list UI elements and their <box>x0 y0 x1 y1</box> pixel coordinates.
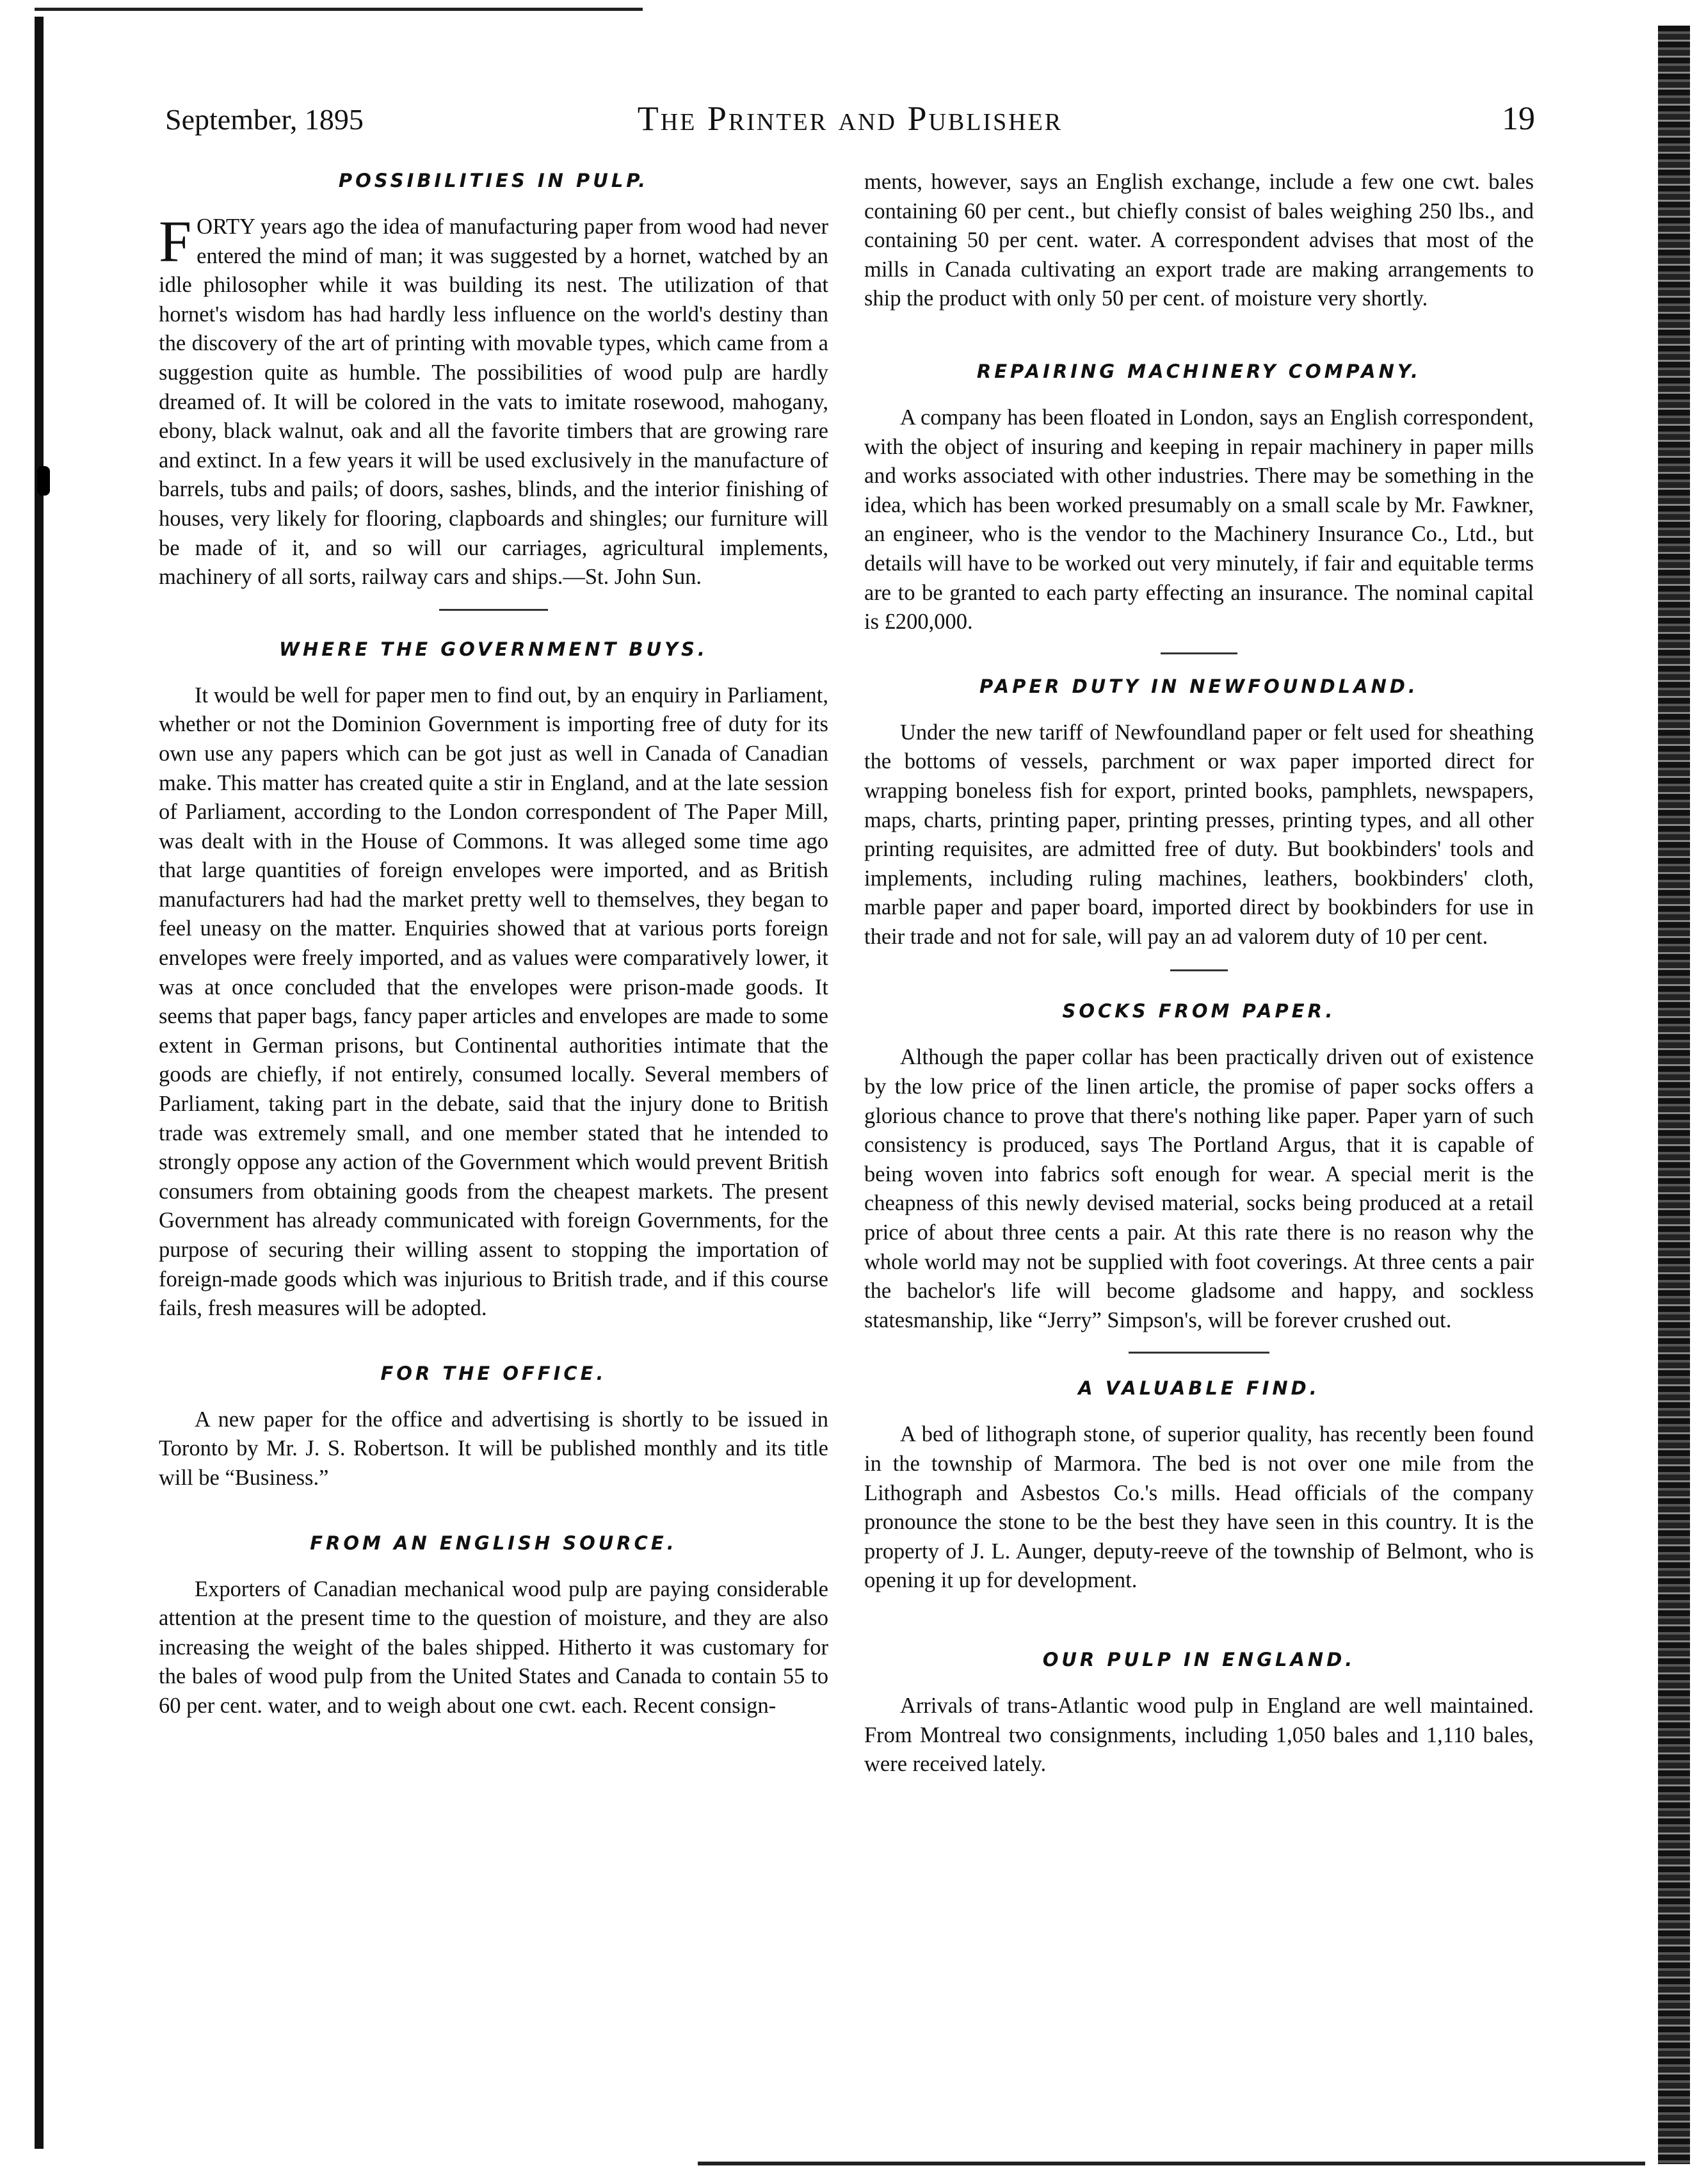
article-paper-duty-in-newfoundland <box>864 674 1534 952</box>
article-body: Arrivals of trans-Atlantic wood pulp in England are well maintained. From Montreal two consignments, including 1,050 bales and 1,110 bales, were received lately. <box>864 1693 1534 1777</box>
section-gap <box>864 1596 1534 1647</box>
article-continuation: ments, however, says an English exchange, include a few one cwt. bales containing 60 per cent., but chiefly consist of bales weighing 250 lbs., and containing 50 per cent. water. A correspondent advises that most of the mills in Canada cultivating an export trade are making arrangements to ship the product with only 50 per cent. of moisture very shortly. <box>864 170 1534 311</box>
right-column <box>864 168 1534 1779</box>
scan-edge-bottom <box>698 2162 1645 2165</box>
article-heading: PAPER DUTY IN NEWFOUNDLAND. <box>979 675 1419 697</box>
publication-title: The Printer and Publisher <box>637 99 1063 138</box>
section-divider <box>1129 1352 1269 1354</box>
article-heading: FOR THE OFFICE. <box>380 1362 607 1384</box>
article-heading: OUR PULP IN ENGLAND. <box>1042 1648 1356 1670</box>
article-for-the-office <box>159 1361 828 1493</box>
section-divider <box>439 609 548 611</box>
article-heading: REPAIRING MACHINERY COMPANY. <box>976 360 1422 382</box>
page-number: 19 <box>1502 101 1535 137</box>
article-from-an-english-source <box>159 1530 828 1721</box>
article-body: A bed of lithograph stone, of superior quality, has recently been found in the township of Marmora. The bed is not over one mile from the Lithograph and Asbestos Co.'s mills. Head officials of the company pronounce the stone to be the best they have seen in this country. It is the property of J. L. Aunger, deputy-reeve of the township of Belmont, who is opening it up for development. <box>864 1422 1534 1593</box>
section-gap <box>159 1323 828 1361</box>
scan-edge-top <box>35 8 643 11</box>
section-divider <box>1161 652 1237 654</box>
article-repairing-machinery-company <box>864 359 1534 637</box>
article-where-the-government-buys <box>159 636 828 1323</box>
article-heading: WHERE THE GOVERNMENT BUYS. <box>279 638 708 660</box>
issue-date: September, 1895 <box>165 103 364 136</box>
article-a-valuable-find <box>864 1375 1534 1596</box>
article-heading: SOCKS FROM PAPER. <box>1062 1000 1336 1023</box>
article-body: Although the paper collar has been practically driven out of existence by the low price of the linen article, the promise of paper socks offers a glorious chance to prove that there's nothing like paper. Paper yarn of such consistency is produced, says The Portland Argus, that it is capable of being woven into fabrics soft enough for wear. A special merit is the cheapness of this newly devised material, socks being produced at a retail price of about three cents a pair. At this rate there is no reason why the whole world may not be supplied with foot coverings. At three cents a pair the bachelor's life will become gladsome and happy, and sockless statesmanship, like “Jerry” Simpson's, will be forever crushed out. <box>864 1045 1534 1332</box>
section-gap <box>864 314 1534 359</box>
article-heading: POSSIBILITIES IN PULP. <box>338 170 649 191</box>
left-column <box>159 168 828 1721</box>
article-body: It would be well for paper men to find out, by an enquiry in Parliament, whether or not the Dominion Government is importing free of duty for its own use any papers which can be got just as well in Canada of Canadian make. This matter has created quite a stir in England, and at the late session of Parliament, according to the London correspondent of The Paper Mill, was dealt with in the House of Commons. It was alleged some time ago that large quantities of foreign envelopes were imported, and as British manufacturers had had the market pretty well to themselves, they began to feel uneasy on the matter. Enquiries showed that at various ports foreign envelopes were freely imported, and as values were comparatively lower, it was at once concluded that the envelopes were prison-made goods. It seems that paper bags, fancy paper articles and envelopes are made to some extent in German prisons, but Continental authorities intimate that the goods are chiefly, if not entirely, consumed locally. Several members of Parliament, taking part in the debate, said that the injury done to British trade was extremely small, and one member stated that he intended to strongly oppose any action of the Government which would prevent British consumers from obtaining goods from the cheapest markets. The present Government has already communicated with foreign Governments, for the purpose of securing their willing assent to stopping the importation of foreign-made goods which was injurious to British trade, and if this course fails, fresh measures will be adopted. <box>159 683 828 1321</box>
running-head <box>165 95 1535 140</box>
section-divider <box>1170 969 1228 971</box>
article-body <box>159 209 828 592</box>
article-body: A new paper for the office and advertising is shortly to be issued in Toronto by Mr. J. S. Robertson. It will be published monthly and its title will be “Business.” <box>159 1407 828 1490</box>
article-our-pulp-in-england <box>864 1647 1534 1779</box>
article-possibilities-in-pulp <box>159 168 828 592</box>
article-heading: FROM AN ENGLISH SOURCE. <box>310 1532 677 1554</box>
article-body: Under the new tariff of Newfoundland paper or felt used for sheathing the bottoms of vessels, parchment or wax paper imported direct for wrapping boneless fish for export, printed books, pamphlets, newspapers, maps, charts, printing paper, printing presses, printing types, and all other printing requisites, are admitted free of duty. But bookbinders' tools and implements, including ruling machines, leathers, bookbinders' cloth, marble paper and paper board, imported direct by bookbinders for use in their trade and not for sale, will pay an ad valorem duty of 10 per cent. <box>864 720 1534 949</box>
scan-binding-mark <box>37 466 50 496</box>
article-heading: A VALUABLE FIND. <box>1078 1377 1320 1400</box>
section-gap <box>159 1493 828 1530</box>
article-body: Exporters of Canadian mechanical wood pulp are paying considerable attention at the present time to the question of moisture, and they are also increasing the weight of the bales shipped. Hitherto it was customary for the bales of wood pulp from the United States and Canada to contain 55 to 60 per cent. water, and to weigh about one cwt. each. Recent consign- <box>159 1576 828 1718</box>
article-socks-from-paper <box>864 998 1534 1335</box>
drop-cap: F <box>159 209 192 274</box>
article-text: ORTY years ago the idea of manufacturing paper from wood had never entered the mind of man; it was suggested by a hornet, watched by an idle philosopher while it was building its nest. The utilization of that hornet's wisdom has had hardly less influence on the world's destiny than the discovery of the art of printing with movable types, which came from a suggestion quite as humble. The possibilities of wood pulp are hardly dreamed of. It will be colored in the vats to imitate rosewood, mahogany, ebony, black walnut, oak and all the favorite timbers that are growing rare and extinct. In a few years it will be used exclusively in the manufacture of barrels, tubs and pails; of doors, sashes, blinds, and the interior finishing of houses, very likely for flooring, clapboards and shingles; our furniture will be made of it, and so will our carriages, agricultural implements, machinery of all sorts, railway cars and ships.—St. John Sun. <box>159 214 828 590</box>
scan-edge-left <box>35 17 44 2149</box>
article-body: A company has been floated in London, says an English correspondent, with the object of insuring and keeping in repair machinery in paper mills and works associated with other industries. There may be something in the idea, which has been worked presumably on a small scale by Mr. Fawkner, an engineer, who is the vendor to the Machinery Insurance Co., Ltd., but details will have to be worked out very minutely, if fair and equitable terms are to be granted to each party effecting an insurance. The nominal capital is £200,000. <box>864 405 1534 635</box>
scan-edge-right <box>1658 26 1690 2164</box>
